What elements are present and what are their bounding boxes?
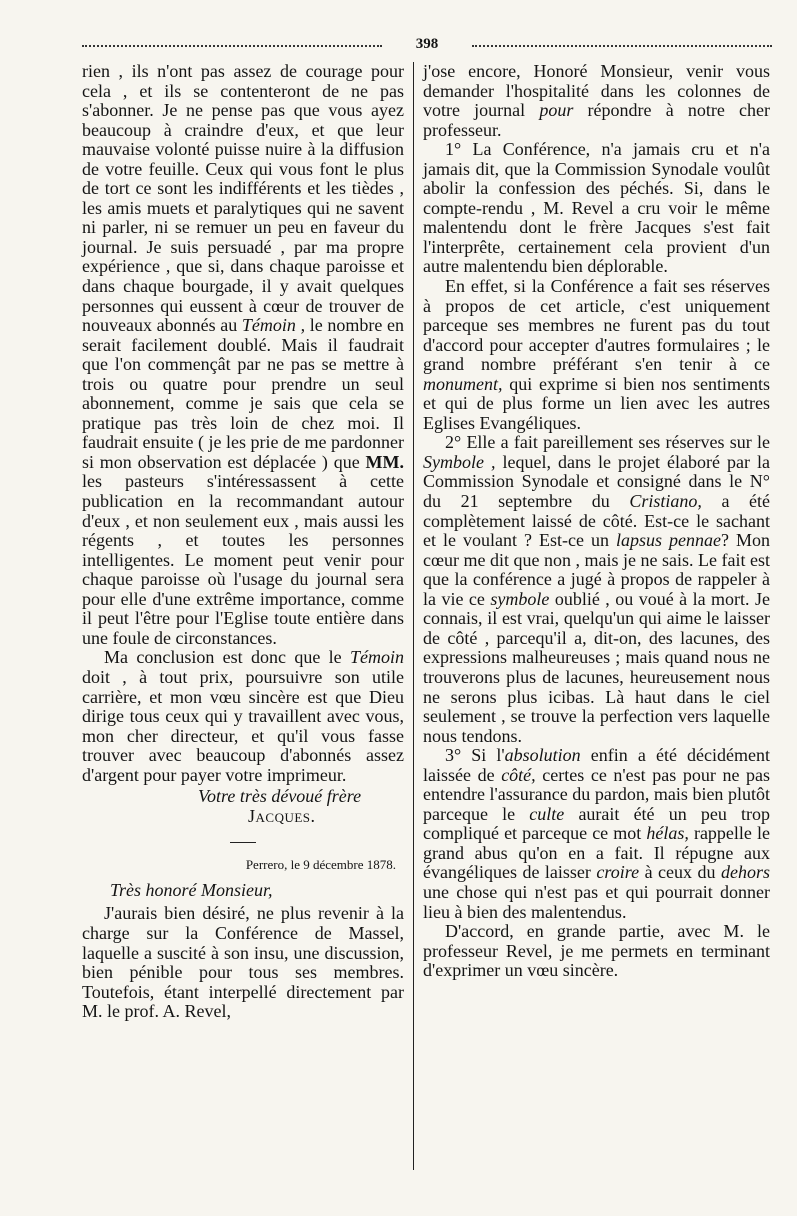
- right-column: [423, 62, 770, 981]
- right-paragraph-2: 1° La Conférence, n'a jamais cru et n'a jamais dit, que la Commission Synodale voulût abolir la confession des péchés. Si, dans le compte-rendu , M. Revel a cru voir le même malentendu dont le frère Jacques s'est fait l'interprête, certainement cela provient d'un autre malentendu bien déplorable.: [423, 139, 770, 277]
- right-paragraph-6: D'accord, en grande partie, avec M. le professeur Revel, je me permets en terminant d'exprimer un vœu sincère.: [423, 921, 770, 981]
- letter-salutation: Très honoré Monsieur,: [110, 879, 273, 900]
- letter-separator: [230, 842, 256, 843]
- left-column: [82, 62, 404, 1022]
- right-paragraph-4: 2° Elle a fait pareillement ses réserves sur le Symbole , lequel, dans le projet élaboré par la Commission Synodale et consigné dans le N° du 21 septembre du Cristiano, a été complètement laissé de côté. Est-ce le sachant et le voulant ? Est-ce un lapsus pennae? Mon cœur me dit que non , mais je ne sais. Le fait est que la conférence a jugé à propos de rappeler à la vie ce symbole oublié , ou voué à la mort. Je connais, il est vrai, quelqu'un qui aime le laisser de côté , parcequ'il a, dit-on, des lacunes, des expressions malheureuses ; mais quand nous ne trouverons plus de lacunes, heureusement nous ne serons plus icibas. Là haut dans le ciel seulement , se trouve la perfection vers laquelle nous tendons.: [423, 432, 771, 746]
- right-paragraph-5: 3° Si l'absolution enfin a été décidément laissée de côté, certes ce n'est pas pour ne pas entendre l'assurance du pardon, mais bien plutôt parceque le culte aurait été un peu trop compliqué et parceque ce mot hélas, rappelle le grand abus qu'on en a fait. Il répugne aux évangéliques de laisser croire à ceux du dehors une chose qui n'est pas et qui pourrait donner lieu à bien des malentendus.: [423, 745, 771, 922]
- page-header: [82, 36, 772, 56]
- header-rule-right: [472, 45, 772, 47]
- column-divider: [413, 62, 414, 1170]
- left-paragraph-1: rien , ils n'ont pas assez de courage pour cela , et ils se contenteront de ne pas s'abonner. Je ne pense pas que vous ayez beaucoup à craindre d'eux, et que leur mauvaise volonté puisse nuire à la diffusion de votre feuille. Ceux qui vous font le plus de tort ce sont les indifférents et les tièdes , les amis muets et paralytiques qui ne savent ni parler, ni se remuer un peu en faveur du journal. Je suis persuadé , par ma propre expérience , que si, dans chaque paroisse et dans chaque bourgade, il y avait quelques personnes qui eussent à cœur de trouver de nouveaux abonnés au Témoin , le nombre en serait facilement doublé. Mais il faudrait que l'on commençât par ne pas se mettre à trois ou quatre pour prendre un seul abonnement, comme je sais que cela se pratique pas très loin de chez moi. Il faudrait ensuite ( je les prie de me pardonner si mon observation est déplacée ) que MM. les pasteurs s'intéressassent à cette publication en la recommandant autour d'eux , et non seulement eux , mais aussi les régents , et toutes les personnes intelligentes. Le moment peut venir pour chaque paroisse où l'usage du journal sera pour elle d'une extrême importance, comme il peut l'être pour l'Eglise toute entière dans une foule de circonstances.: [82, 61, 405, 648]
- letter-signature: Jacques.: [248, 805, 316, 826]
- header-rule-left: [82, 45, 382, 47]
- left-paragraph-2: Ma conclusion est donc que le Témoin doit , à tout prix, poursuivre son utile carrière, et mon vœu sincère est que Dieu dirige tous ceux qui y travaillent avec vous, mon cher directeur, et qu'il vous fasse trouver avec beaucoup d'abonnés assez d'argent pour payer votre imprimeur.: [82, 647, 404, 785]
- letter-signoff: Votre très dévoué frère: [198, 786, 362, 807]
- right-paragraph-1: j'ose encore, Honoré Monsieur, venir vous demander l'hospitalité dans les colonnes de votre journal pour répondre à notre cher professeur.: [423, 61, 770, 140]
- right-paragraph-3: En effet, si la Conférence a fait ses réserves à propos de cet article, c'est uniquement parceque ses membres ne furent pas du tout d'accord pour accepter d'autres formulaires ; le grand nombre préférant s'en tenir à ce monument, qui exprime si bien nos sentiments et qui de plus forme un lien avec les autres Eglises Evangéliques.: [423, 276, 771, 433]
- letter-date: Perrero, le 9 décembre 1878.: [245, 857, 396, 873]
- page-number: 398: [415, 36, 439, 52]
- left-paragraph-3: J'aurais bien désiré, ne plus revenir à la charge sur la Conférence de Massel, laquelle a suscité à son insu, une discussion, bien pénible pour tous ses membres. Toutefois, étant interpellé directement par M. le prof. A. Revel,: [82, 903, 404, 1022]
